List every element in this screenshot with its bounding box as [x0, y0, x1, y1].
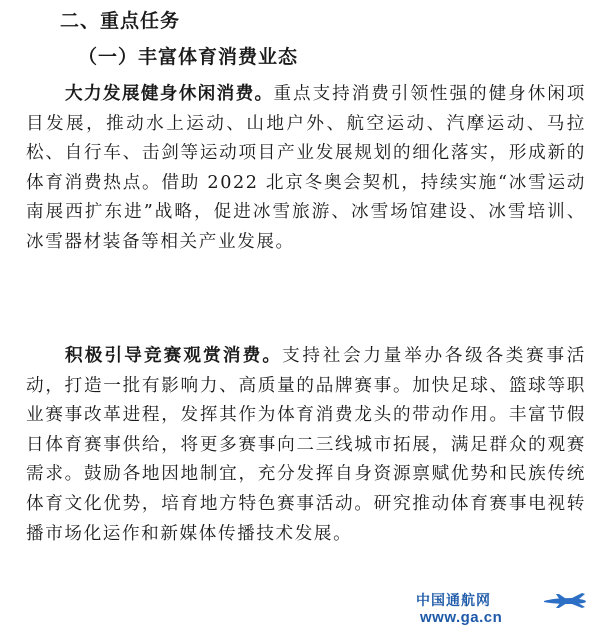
- paragraph-body: 重点支持消费引领性强的健身休闲项目发展，推动水上运动、山地户外、航空运动、汽摩运动、马拉松、自行车、击剑等运动项目产业发展规划的细化落实，形成新的体育消费热点。借助 2022 北京冬奥会契机，持续实施“冰雪运动南展西扩东进”战略，促进冰雪旅游、冰雪场馆建设、冰雪培训、冰雪器材装备等相关产业发展。: [26, 84, 586, 252]
- paragraph-lead: 积极引导竞赛观赏消费。: [65, 346, 283, 366]
- watermark-title: 中国通航网: [416, 593, 491, 609]
- source-watermark: [416, 590, 592, 630]
- paragraph-competition-viewing: [26, 342, 586, 549]
- paragraph-body: 支持社会力量举办各级各类赛事活动，打造一批有影响力、高质量的品牌赛事。加快足球、篮球等职业赛事改革进程，发挥其作为体育消费龙头的带动作用。丰富节假日体育赛事供给，将更多赛事向二三线城市拓展，满足群众的观赛需求。鼓励各地因地制宜，充分发挥自身资源禀赋优势和民族传统体育文化优势，培育地方特色赛事活动。研究推动体育赛事电视转播市场化运作和新媒体传播技术发展。: [26, 346, 586, 544]
- paragraph-lead: 大力发展健身休闲消费。: [65, 84, 274, 104]
- paragraph-fitness-leisure: [26, 80, 586, 258]
- section-heading: 二、重点任务: [60, 10, 181, 32]
- sub-heading: （一）丰富体育消费业态: [78, 46, 299, 68]
- watermark-url: www.ga.cn: [420, 609, 503, 626]
- airplane-icon: [542, 591, 588, 609]
